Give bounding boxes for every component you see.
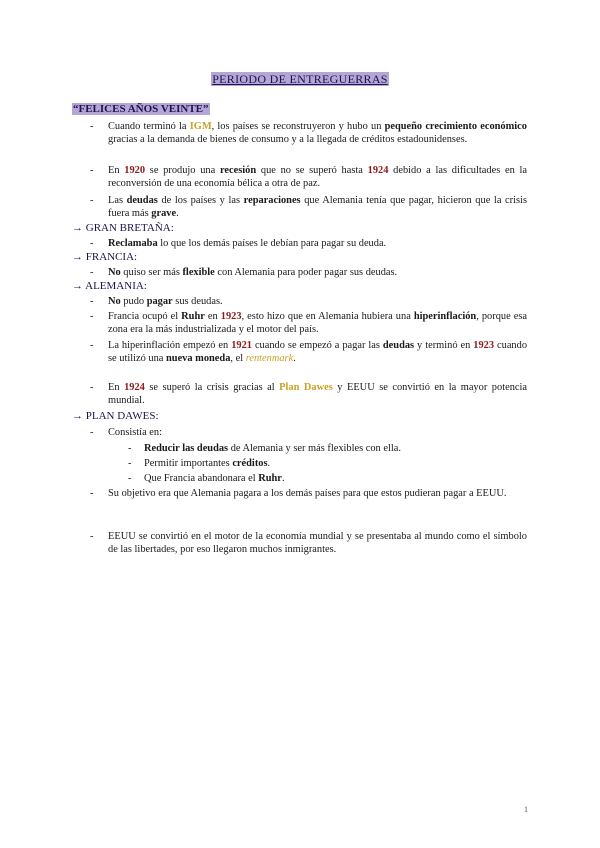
- list-item: - En 1920 se produjo una recesión que no se superó hasta 1924 debido a las dificultades en la reconversión de una economía bélica a otra de paz.: [90, 165, 527, 190]
- list-item-text: No pudo pagar sus deudas.: [108, 296, 223, 307]
- list-item-text: Las deudas de los países y las reparaciones que Alemania tenía que pagar, hicieron que la crisis fuera más grave.: [108, 195, 527, 220]
- section-heading-felices: “FELICES AÑOS VEINTE”: [73, 103, 209, 115]
- section-heading-gran-bretana: → GRAN BRETAÑA:: [72, 222, 174, 234]
- page-title: PERIODO DE ENTREGUERRAS: [212, 72, 388, 86]
- list-item-text: En 1920 se produjo una recesión que no se superó hasta 1924 debido a las dificultades en la reconversión de una economía bélica a otra de paz.: [108, 165, 527, 190]
- page-number: 1: [524, 805, 528, 814]
- section-heading-alemania: → ALEMANIA:: [72, 280, 147, 292]
- list-item-text: Cuando terminó la IGM, los países se reconstruyeron y hubo un pequeño crecimiento económico gracias a la demanda de bienes de consumo y a la llegada de créditos estadounidenses.: [108, 121, 527, 146]
- list-item-text: La hiperinflación empezó en 1921 cuando se empezó a pagar las deudas y terminó en 1923 cuando se utilizó una nueva moneda, el rentenmark.: [108, 340, 528, 365]
- list-item: - Su objetivo era que Alemania pagara a los demás países para que estos pudieran pagar a EEUU.: [90, 487, 527, 500]
- sub-list-item: - Que Francia abandonara el Ruhr.: [128, 472, 528, 485]
- sub-list-item: - Permitir importantes créditos.: [128, 457, 528, 470]
- list-item: - EEUU se convirtió en el motor de la economía mundial y se presentaba al mundo como el símbolo de las libertades, por eso llegaron muchos inmigrantes.: [90, 531, 527, 556]
- list-item-text: Reclamaba lo que los demás países le debían para pagar su deuda.: [108, 238, 387, 249]
- list-item: - Francia ocupó el Ruhr en 1923, esto hizo que en Alemania hubiera una hiperinflación, porque esa zona era la más industrializada y el motor del país.: [90, 311, 527, 336]
- sub-list-item-text: Que Francia abandonara el Ruhr.: [144, 473, 285, 484]
- list-item: - No pudo pagar sus deudas.: [90, 295, 527, 308]
- section-heading-francia: → FRANCIA:: [72, 251, 138, 263]
- list-item-text: Consistía en:: [108, 427, 162, 438]
- list-item: - Las deudas de los países y las reparaciones que Alemania tenía que pagar, hicieron que la crisis fuera más grave.: [90, 195, 527, 220]
- list-item-text: Su objetivo era que Alemania pagara a los demás países para que estos pudieran pagar a EEUU.: [108, 488, 507, 499]
- list-item: - No quiso ser más flexible con Alemania para poder pagar sus deudas.: [90, 266, 527, 279]
- list-item: - Reclamaba lo que los demás países le debían para pagar su deuda.: [90, 237, 527, 250]
- sub-list-item-text: Permitir importantes créditos.: [144, 458, 271, 469]
- list-item: - Cuando terminó la IGM, los países se reconstruyeron y hubo un pequeño crecimiento económico gracias a la demanda de bienes de consumo y a la llegada de créditos estadounidenses.: [90, 121, 527, 146]
- list-item: - La hiperinflación empezó en 1921 cuando se empezó a pagar las deudas y terminó en 1923 cuando se utilizó una nueva moneda, el rentenmark.: [90, 340, 528, 365]
- list-item: - En 1924 se superó la crisis gracias al Plan Dawes y EEUU se convirtió en la mayor potencia mundial.: [90, 382, 527, 407]
- list-item: - Consistía en:: [90, 426, 527, 439]
- section-heading-plan-dawes: → PLAN DAWES:: [72, 410, 159, 422]
- list-item-text: En 1924 se superó la crisis gracias al Plan Dawes y EEUU se convirtió en la mayor potencia mundial.: [108, 382, 527, 407]
- sub-list-item-text: Reducir las deudas de Alemania y ser más flexibles con ella.: [144, 443, 401, 454]
- list-item-text: Francia ocupó el Ruhr en 1923, esto hizo que en Alemania hubiera una hiperinflación, porque esa zona era la más industrializada y el motor del país.: [108, 311, 527, 336]
- sub-list-item: - Reducir las deudas de Alemania y ser más flexibles con ella.: [128, 442, 528, 455]
- list-item-text: EEUU se convirtió en el motor de la economía mundial y se presentaba al mundo como el símbolo de las libertades, por eso llegaron muchos inmigrantes.: [108, 531, 527, 556]
- list-item-text: No quiso ser más flexible con Alemania para poder pagar sus deudas.: [108, 267, 398, 278]
